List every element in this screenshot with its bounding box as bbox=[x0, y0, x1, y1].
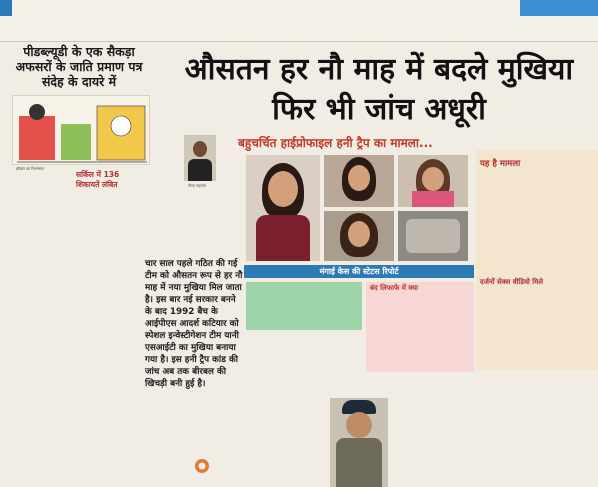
face-shape bbox=[348, 165, 370, 191]
subheadline: बहुचर्चित हाईप्रोफाइल हनी ट्रैप का मामला... bbox=[238, 136, 433, 150]
main-headline-line2: फिर भी जांच अधूरी bbox=[272, 92, 486, 127]
cartoon-caption: कौवान का विश्लेषण bbox=[16, 166, 44, 171]
cartoon-illustration bbox=[12, 95, 150, 165]
face-shape bbox=[422, 167, 444, 191]
right-panel-title: यह है मामला bbox=[480, 159, 521, 169]
right-body-column bbox=[480, 170, 594, 274]
pink-box-text bbox=[370, 294, 470, 368]
clothing-shape bbox=[412, 191, 454, 207]
reporter-shirt bbox=[188, 159, 212, 181]
photo-woman-4 bbox=[324, 211, 394, 261]
photo-evidence bbox=[398, 211, 468, 261]
right-body-column bbox=[478, 374, 596, 487]
teaser-column bbox=[324, 2, 464, 38]
main-body-column bbox=[145, 190, 241, 256]
photo-woman-2 bbox=[324, 155, 394, 207]
main-headline bbox=[160, 50, 598, 130]
pink-box-title: बंद लिफाफे में क्या bbox=[370, 284, 418, 292]
teaser-column bbox=[14, 2, 64, 38]
reporter-caption: गौरव गहलोत bbox=[188, 183, 206, 188]
main-body-column bbox=[246, 396, 326, 487]
teaser-column bbox=[470, 2, 594, 38]
page-number-ornament bbox=[194, 455, 210, 477]
clothing-shape bbox=[256, 215, 310, 261]
left-body-column bbox=[76, 196, 140, 487]
reporter-photo bbox=[184, 135, 216, 181]
photo-woman-3 bbox=[398, 155, 468, 207]
main-body-column bbox=[145, 380, 241, 450]
officer-uniform bbox=[336, 438, 382, 487]
photo-grid bbox=[246, 155, 472, 265]
evidence-shape bbox=[406, 219, 460, 253]
top-teaser-strip bbox=[0, 0, 598, 42]
left-headline: पीडब्ल्यूडी के एक सैकड़ा अफसरों के जाति प्रमाण पत्र संदेह के दायरे में bbox=[15, 44, 143, 89]
main-body-column bbox=[246, 334, 362, 394]
status-report-label: मंगाई केस की स्टेटस रिपोर्ट bbox=[319, 267, 399, 276]
green-info-box bbox=[246, 282, 362, 330]
teaser-column bbox=[166, 2, 316, 38]
right-body-column bbox=[480, 288, 594, 368]
right-panel-subtitle: दर्जनों सेक्स वीडियो मिले bbox=[480, 278, 544, 286]
face-shape bbox=[268, 171, 298, 207]
blue-accent-block bbox=[0, 0, 12, 16]
officer-photo bbox=[330, 398, 388, 487]
face-shape bbox=[348, 221, 370, 247]
officer-face bbox=[346, 412, 372, 438]
main-headline-line1: औसतन हर नौ माह में बदले मुखिया bbox=[184, 52, 574, 87]
main-body-column bbox=[392, 376, 474, 487]
pull-quote: चार साल पहले गठित की गई टीम को औसतन रूप से हर नौ माह में नया मुखिया मिल जाता है। इस बार नई सरकार बनने के बाद 1992 बैच के आईपीएस आदर्श कटियार को स्पेशल इन्वेस्टीगेशन टीम यानी एसआईटी का मुखिया बनाया गया है। इस हनी ट्रैप कांड की जांच अब तक बीरबल की खिचड़ी बनी हुई है। bbox=[145, 259, 243, 389]
status-report-strip bbox=[244, 265, 474, 278]
teaser-column bbox=[68, 2, 158, 38]
left-body-column bbox=[8, 170, 72, 487]
left-box-title: सर्किल में 136 शिकायतें लंबित bbox=[76, 170, 120, 189]
reporter-head bbox=[193, 141, 207, 157]
green-box-text bbox=[250, 285, 358, 327]
photo-woman-1 bbox=[246, 155, 320, 261]
